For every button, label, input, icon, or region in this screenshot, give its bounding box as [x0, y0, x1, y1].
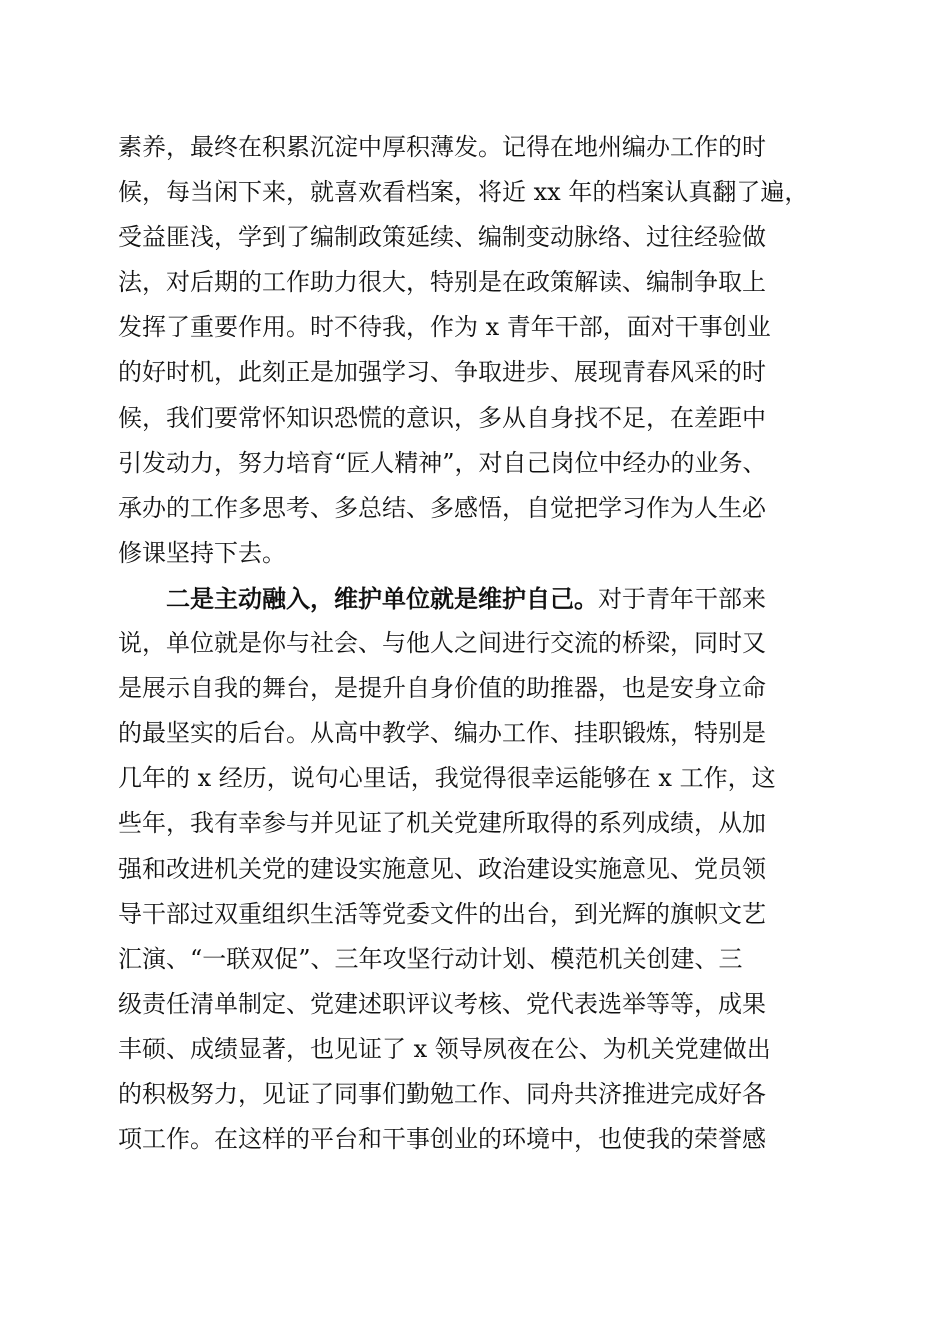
- text-line: 发挥了重要作用。时不待我，作为 x 青年干部，面对干事创业: [118, 313, 771, 342]
- text-line: 引发动力，努力培育“匠人精神”，对自己岗位中经办的业务、: [118, 448, 767, 477]
- text-line: 的最坚实的后台。从高中教学、编办工作、挂职锻炼，特别是: [118, 719, 766, 748]
- text-line: 强和改进机关党的建设实施意见、政治建设实施意见、党员领: [118, 854, 766, 883]
- text-line: 候，每当闲下来，就喜欢看档案，将近 xx 年的档案认真翻了遍，: [118, 178, 809, 207]
- body-text: [118, 125, 838, 1162]
- text-line: 候，我们要常怀知识恐慌的意识，多从自身找不足，在差距中: [118, 403, 766, 432]
- text-line: 丰硕、成绩显著，也见证了 x 领导夙夜在公、为机关党建做出: [118, 1034, 771, 1063]
- text-line: 导干部过双重组织生活等党委文件的出台，到光辉的旗帜文艺: [118, 899, 766, 928]
- text-line: 修课坚持下去。: [118, 538, 286, 567]
- text-line: 的积极努力，见证了同事们勤勉工作、同舟共济推进完成好各: [118, 1079, 766, 1108]
- text-line: 是展示自我的舞台，是提升自身价值的助推器，也是安身立命: [118, 674, 766, 703]
- text-line: 的好时机，此刻正是加强学习、争取进步、展现青春风采的时: [118, 358, 766, 387]
- text-line: 承办的工作多思考、多总结、多感悟，自觉把学习作为人生必: [118, 493, 766, 522]
- text-line: 些年，我有幸参与并见证了机关党建所取得的系列成绩，从加: [118, 809, 766, 838]
- text-line: 受益匪浅，学到了编制政策延续、编制变动脉络、过往经验做: [118, 223, 766, 252]
- text-line: 素养，最终在积累沉淀中厚积薄发。记得在地州编办工作的时: [118, 133, 766, 161]
- text-line: 法，对后期的工作助力很大，特别是在政策解读、编制争取上: [118, 268, 766, 297]
- paragraph-lead: 二是主动融入，维护单位就是维护自己。: [166, 583, 598, 613]
- text-line: 项工作。在这样的平台和干事创业的环境中，也使我的荣誉感: [118, 1125, 766, 1154]
- paragraph-first-rest: 对于青年干部来: [598, 584, 766, 613]
- text-line: 级责任清单制定、党建述职评议考核、党代表选举等等，成果: [118, 989, 766, 1018]
- text-line: 汇演、“一联双促”、三年攻坚行动计划、模范机关创建、三: [118, 944, 743, 973]
- paragraph-2-first-line: [118, 576, 838, 621]
- text-line: 几年的 x 经历，说句心里话，我觉得很幸运能够在 x 工作，这: [118, 764, 776, 793]
- text-line: 说，单位就是你与社会、与他人之间进行交流的桥梁，同时又: [118, 629, 766, 658]
